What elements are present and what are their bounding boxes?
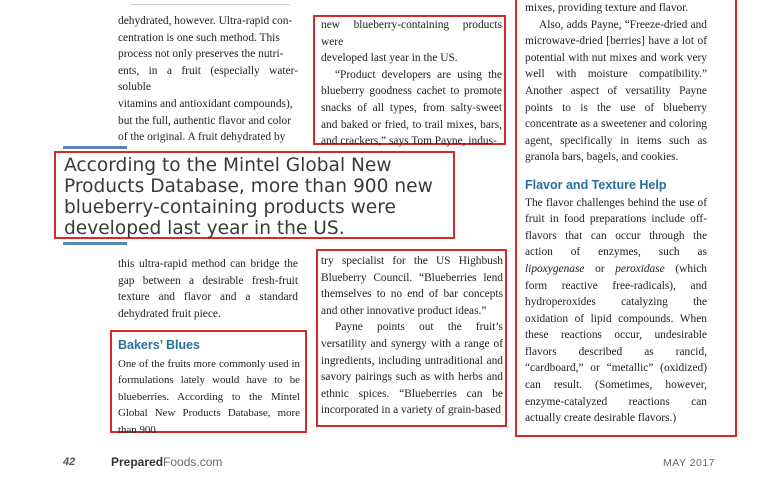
paragraph: this ultra-rapid method can bridge the gap between a desirable fresh-fruit texture and flavor and a standard dehydrated fruit piece. — [118, 258, 298, 320]
column-1-top — [118, 13, 298, 146]
text-line: process not only preserves the nutri- — [118, 48, 284, 61]
pullquote-line: blueberry-containing products were — [64, 197, 396, 218]
paragraph: The flavor challenges behind the use of fruit in food preparations include off-flavors that can occur through the action of enzymes, such as lipoxygenase or peroxidase (which form reactive free-radicals), and hydroperoxides catalyzing the oxidation of lipid compounds. When these reactions occur, undesirable flavors described as rancid, “cardboard,” or “metallic” (oxidized) can result. (Sometimes, however, enzyme-catalyzed reactions can actually create desirable flavors.) — [525, 196, 707, 425]
pullquote-rule-top — [63, 146, 127, 149]
paragraph: One of the fruits more commonly used in formulations lately would have to be blueberries. According to the Mintel Global New Products Database, more than 900 — [118, 357, 300, 436]
section-heading-bakers-blues: Bakers’ Blues — [118, 338, 200, 352]
pullquote — [64, 155, 454, 239]
pullquote-line: developed last year in the US. — [64, 218, 345, 239]
text-line: new blueberry-containing products were — [321, 19, 502, 48]
column-3 — [525, 0, 707, 427]
column-2-bottom — [321, 253, 503, 419]
pullquote-rule-bottom — [63, 242, 127, 245]
text-line: but the full, authentic flavor and color — [118, 114, 292, 127]
pullquote-line: According to the Mintel Global New — [64, 155, 392, 176]
page-number: 42 — [63, 456, 76, 468]
text-line: ents, in a fruit (especially water-soluble — [118, 64, 298, 94]
column-2-top — [321, 17, 502, 150]
section-heading-flavor: Flavor and Texture Help — [525, 177, 667, 192]
text-line: mixes, providing texture and flavor. — [525, 2, 689, 14]
text-line: dehydrated, however. Ultra-rapid con- — [118, 15, 293, 27]
text-line: centration is one such method. This — [118, 31, 280, 44]
text-line: of the original. A fruit dehydrated by — [118, 131, 286, 144]
paragraph: try specialist for the US Highbush Blueberry Council. “Blueberries lend themselves to no end of bar concepts and other innovative product ideas.” — [321, 255, 503, 317]
column-1-bottom — [118, 256, 298, 322]
publication-brand: PreparedFoods.com — [111, 455, 223, 469]
text-line: vitamins and antioxidant compounds), — [118, 97, 293, 110]
paragraph: “Product developers are using the blueberry goodness cachet to promote snacks of all types, from salty-sweet and baked or fried, to trail mixes, bars, and crackers,” says Tom Payne, indus- — [321, 68, 502, 148]
pullquote-line: Products Database, more than 900 new — [64, 176, 433, 197]
top-edge-fragment — [130, 0, 290, 5]
issue-date: MAY 2017 — [663, 457, 716, 469]
paragraph: Payne points out the fruit’s versatility and synergy with a range of ingredients, including untraditional and savory pairings such as with herbs and ethnic spices. “Blueberries can be incorporated in a variety of grain-based — [321, 321, 503, 417]
paragraph: Also, adds Payne, “Freeze-dried and microwave-dried [berries] have a lot of potential with nut mixes and work very well with moisture compatibility.” Another aspect of versatility Payne points to is the use of blueberry concentrate as a sweetener and coloring agent, specifically in items such as granola bars, bagels, and cookies. — [525, 18, 707, 164]
bakers-blues-section — [118, 337, 300, 439]
text-line: developed last year in the US. — [321, 52, 458, 65]
